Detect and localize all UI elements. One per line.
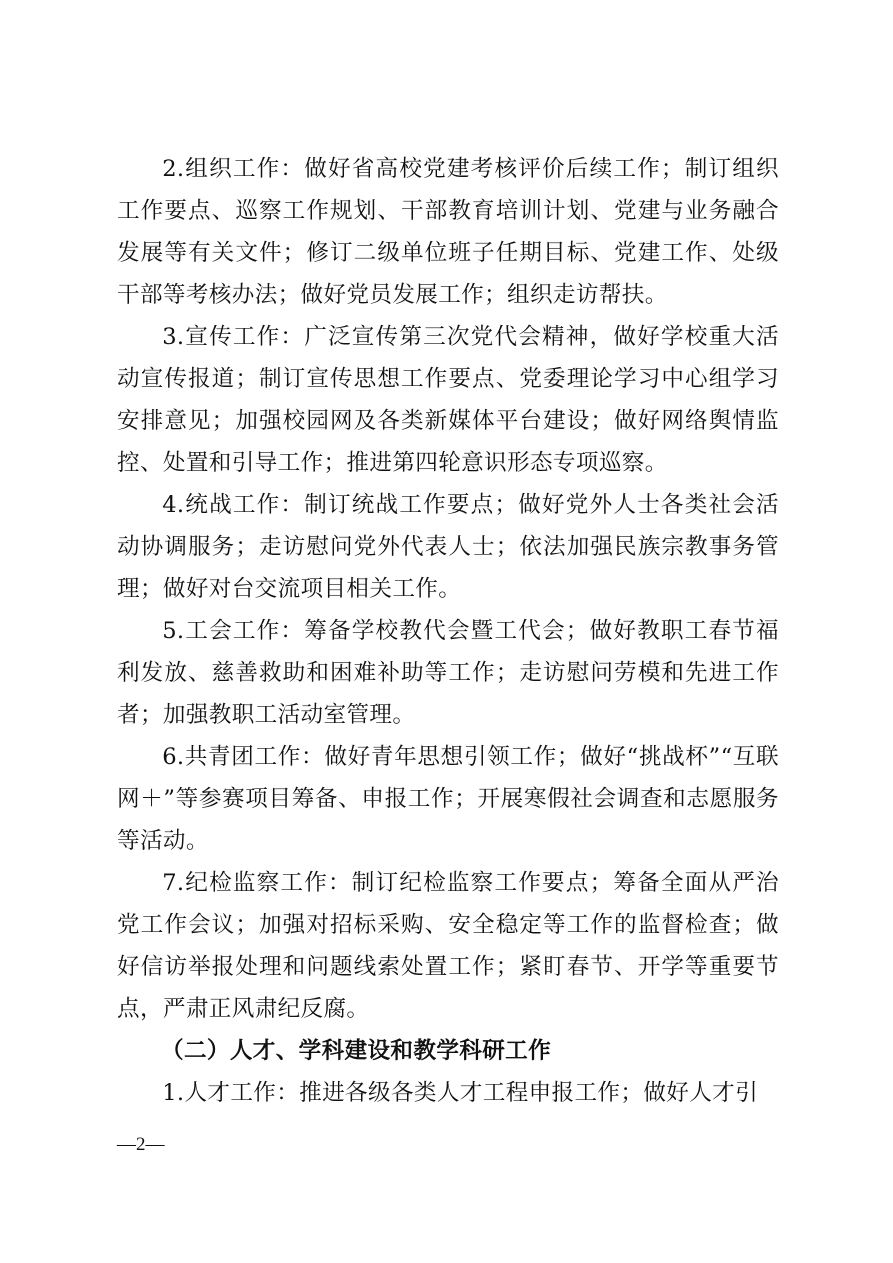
section-heading: （二）人才、学科建设和教学科研工作	[161, 1038, 552, 1064]
paragraph-youth-league-work: 6.共青团工作：做好青年思想引领工作；做好“挑战杯”“互联网＋”等参赛项目筹备、申报工作；开展寒假社会调查和志愿服务等活动。	[117, 744, 779, 854]
paragraph-trade-union-work: 5.工会工作：筹备学校教代会暨工代会；做好教职工春节福利发放、慈善救助和困难补助等工作；走访慰问劳模和先进工作者；加强教职工活动室管理。	[117, 618, 779, 728]
paragraph-publicity-work: 3.宣传工作：广泛宣传第三次党代会精神，做好学校重大活动宣传报道；制订宣传思想工作要点、党委理论学习中心组学习安排意见；加强校园网及各类新媒体平台建设；做好网络舆情监控、处置和引导工作；推进第四轮意识形态专项巡察。	[117, 324, 779, 476]
paragraph-discipline-inspection-work: 7.纪检监察工作：制订纪检监察工作要点；筹备全面从严治党工作会议；加强对招标采购、安全稳定等工作的监督检查；做好信访举报处理和问题线索处置工作；紧盯春节、开学等重要节点，严肃正风肃纪反腐。	[117, 870, 779, 1022]
paragraph-organization-work: 2.组织工作：做好省高校党建考核评价后续工作；制订组织工作要点、巡察工作规划、干部教育培训计划、党建与业务融合发展等有关文件；修订二级单位班子任期目标、党建工作、处级干部等考核办法；做好党员发展工作；组织走访帮扶。	[117, 156, 779, 308]
paragraph-talent-work: 1.人才工作：推进各级各类人才工程申报工作；做好人才引	[162, 1080, 759, 1106]
paragraph-united-front-work: 4.统战工作：制订统战工作要点；做好党外人士各类社会活动协调服务；走访慰问党外代表人士；依法加强民族宗教事务管理；做好对台交流项目相关工作。	[117, 492, 779, 602]
page-number: —2—	[117, 1134, 165, 1155]
document-body	[117, 148, 779, 1114]
